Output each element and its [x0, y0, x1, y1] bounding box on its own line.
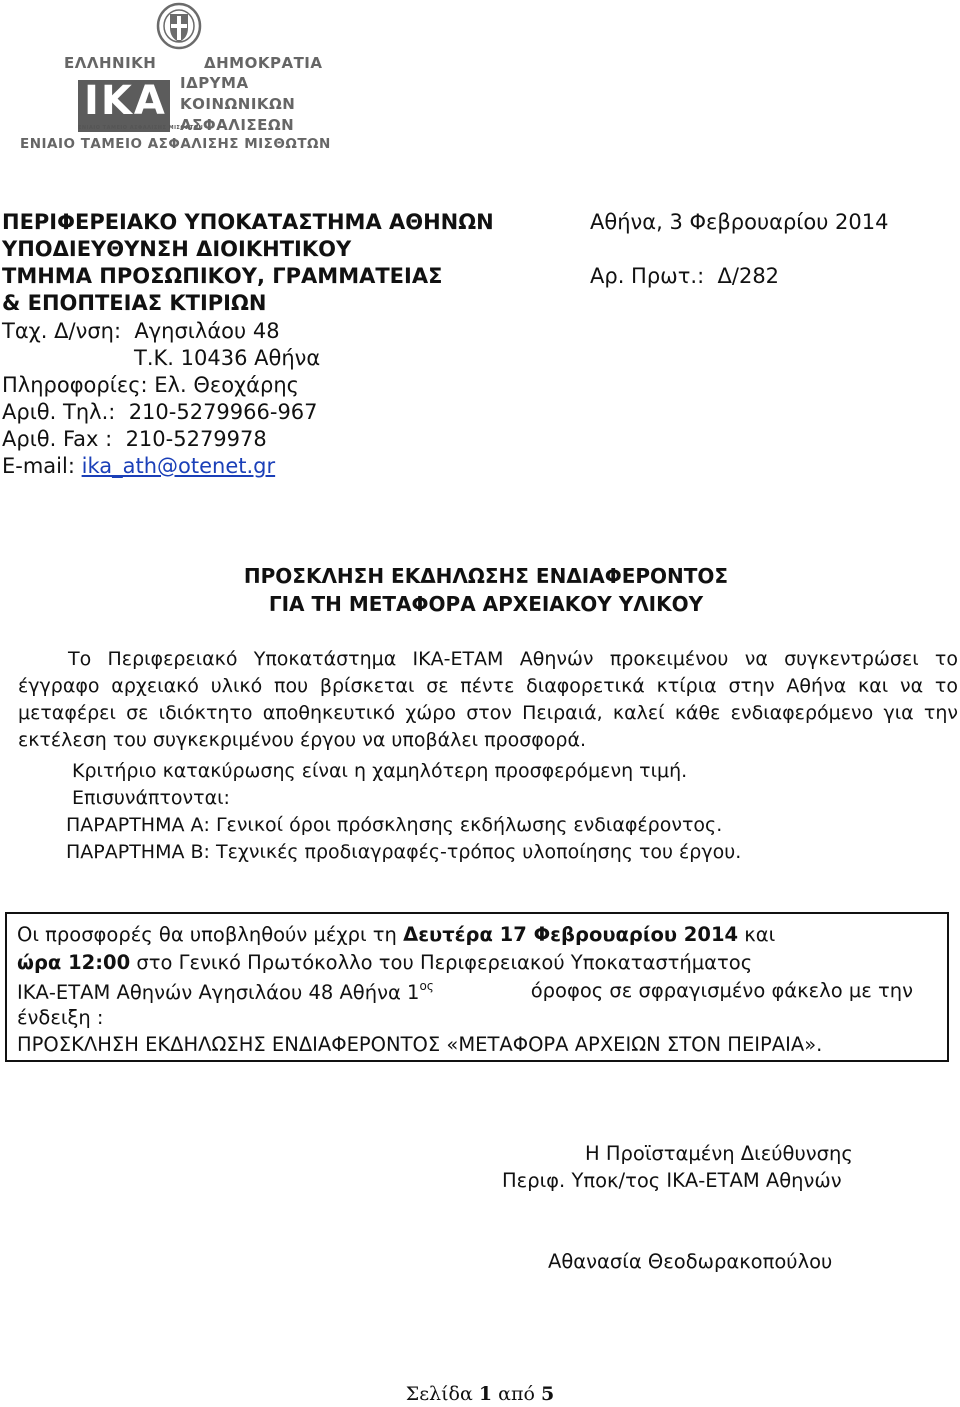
criterion-line: Κριτήριο κατακύρωσης είναι η χαμηλότερη προσφερόμενη τιμή.: [72, 760, 688, 782]
signature-org: Περιφ. Υποκ/τος ΙΚΑ-ΕΤΑΜ Αθηνών: [502, 1169, 842, 1192]
page-label: Σελίδα: [405, 1383, 473, 1405]
deadline-line-3-pre: ΙΚΑ-ΕΤΑΜ Αθηνών Αγησιλάου 48 Αθήνα 1: [17, 981, 420, 1004]
ika-logo: [20, 0, 374, 152]
body-line-1: Το Περιφερειακό Υποκατάστημα ΙΚΑ-ΕΤΑΜ Αθηνών προκειμένου να συγκεντρώσει το: [68, 648, 958, 670]
sender-line-3: ΤΜΗΜΑ ΠΡΟΣΩΠΙΚΟΥ, ΓΡΑΜΜΑΤΕΙΑΣ: [2, 264, 443, 288]
fax-value: 210-5279978: [125, 427, 267, 451]
deadline-line-3: [17, 979, 913, 1004]
logo-line-dhmokratia: ΔΗΜΟΚΡΑΤΙΑ: [204, 54, 323, 72]
sender-line-1: ΠΕΡΙΦΕΡΕΙΑΚΟ ΥΠΟΚΑΤΑΣΤΗΜΑ ΑΘΗΝΩΝ: [2, 210, 494, 234]
deadline-line-2-post: στο Γενικό Πρωτόκολλο του Περιφερειακού Υποκαταστήματος: [130, 951, 753, 974]
sender-line-2: ΥΠΟΔΙΕΥΘΥΝΣΗ ΔΙΟΙΚΗΤΙΚΟΥ: [2, 237, 352, 261]
protocol-value: Δ/282: [717, 264, 780, 288]
phone-label: Αριθ. Τηλ.:: [2, 400, 116, 424]
phone-line: [2, 399, 318, 427]
logo-line-ellhniki: ΕΛΛΗΝΙΚΗ: [64, 54, 157, 72]
protocol-label: Αρ. Πρωτ.:: [590, 264, 705, 288]
sender-line-4: & ΕΠΟΠΤΕΙΑΣ ΚΤΙΡΙΩΝ: [2, 291, 267, 315]
body-paragraph: [18, 646, 958, 754]
deadline-line-1-post: και: [738, 923, 776, 946]
body-line-4: εκτέλεση του συγκεκριμένου έργου να υποβάλει προσφορά.: [18, 729, 587, 751]
deadline-line-1: [17, 923, 775, 946]
address-line: [2, 318, 280, 346]
address-value: Αγησιλάου 48: [134, 319, 280, 343]
document-date: Αθήνα, 3 Φεβρουαρίου 2014: [590, 210, 889, 234]
deadline-line-3-left: [17, 979, 434, 1004]
deadline-line-2: [17, 951, 752, 974]
body-line-3: μεταφέρει σε ιδιόκτητο αποθηκευτικό χώρο στον Πειραιά, καλεί κάθε ενδιαφερόμενο για την: [18, 702, 958, 724]
page-footer: [0, 1383, 960, 1405]
deadline-time: ώρα 12:00: [17, 951, 131, 974]
body-line-2: έγγραφο αρχειακό υλικό που βρίσκεται σε πέντε διαφορετικά κτίρια στην Αθήνα και να το: [18, 675, 958, 697]
logo-line-koinonikon: ΚΟΙΝΩΝΙΚΩΝ: [180, 95, 296, 113]
annex-a-line: ΠΑΡΑΡΤΗΜΑ Α: Γενικοί όροι πρόσκλησης εκδήλωσης ενδιαφέροντος.: [66, 814, 723, 836]
signature-name: Αθανασία Θεοδωρακοπούλου: [548, 1250, 833, 1273]
logo-line-etam: ΕΝΙΑΙΟ ΤΑΜΕΙΟ ΑΣΦΑΛΙΣΗΣ ΜΙΣΘΩΤΩΝ: [20, 136, 331, 152]
greek-coat-of-arms-icon: [156, 2, 202, 50]
postal-line: Τ.Κ. 10436 Αθήνα: [134, 346, 321, 370]
signature-role: Η Προϊσταμένη Διεύθυνσης: [585, 1142, 853, 1165]
deadline-line-1-pre: Οι προσφορές θα υποβληθούν μέχρι τη: [17, 923, 404, 946]
info-line: Πληροφορίες: Ελ. Θεοχάρης: [2, 373, 299, 397]
deadline-line-4: ένδειξη :: [17, 1006, 104, 1029]
fax-label: Αριθ. Fax :: [2, 427, 113, 451]
logo-small-text: ΕΝΙΑΙΟ ΤΑΜΕΙΟ ΑΣΦΑΛΙΣΗΣ ΜΙΣΘΩΤΩΝ: [78, 125, 204, 131]
email-line: [2, 453, 275, 481]
total-pages: 5: [540, 1383, 555, 1405]
email-link[interactable]: ika_ath@otenet.gr: [81, 454, 276, 478]
annex-b-line: ΠΑΡΑΡΤΗΜΑ Β: Τεχνικές προδιαγραφές-τρόπος υλοποίησης του έργου.: [66, 841, 742, 863]
document-title-line-2: ΓΙΑ ΤΗ ΜΕΤΑΦΟΡΑ ΑΡΧΕΙΑΚΟΥ ΥΛΙΚΟΥ: [268, 592, 704, 616]
logo-line-idryma: ΙΔΡΥΜΑ: [180, 74, 249, 92]
deadline-box: [5, 912, 949, 1062]
logo-line-asfaliseon: ΑΣΦΑΛΙΣΕΩΝ: [180, 116, 295, 134]
protocol-line: [590, 263, 779, 291]
address-label: Ταχ. Δ/νση:: [2, 319, 122, 343]
email-label: E-mail:: [2, 454, 75, 478]
deadline-line-5: ΠΡΟΣΚΛΗΣΗ ΕΚΔΗΛΩΣΗΣ ΕΝΔΙΑΦΕΡΟΝΤΟΣ «ΜΕΤΑΦΟΡΑ ΑΡΧΕΙΩΝ ΣΤΟΝ ΠΕΙΡΑΙΑ».: [17, 1033, 823, 1056]
of-label: από: [498, 1383, 535, 1405]
document-title-line-1: ΠΡΟΣΚΛΗΣΗ ΕΚΔΗΛΩΣΗΣ ΕΝΔΙΑΦΕΡΟΝΤΟΣ: [243, 564, 729, 588]
deadline-line-3-post: όροφος σε σφραγισμένο φάκελο με την: [530, 979, 913, 1002]
logo-brand: ΙΚΑ: [84, 78, 167, 124]
deadline-date: Δευτέρα 17 Φεβρουαρίου 2014: [403, 923, 739, 946]
attached-label: Επισυνάπτονται:: [72, 787, 230, 809]
phone-value: 210-5279966-967: [128, 400, 318, 424]
page-number: 1: [478, 1383, 493, 1405]
ordinal-sup: ος: [419, 979, 434, 993]
fax-line: [2, 426, 267, 454]
